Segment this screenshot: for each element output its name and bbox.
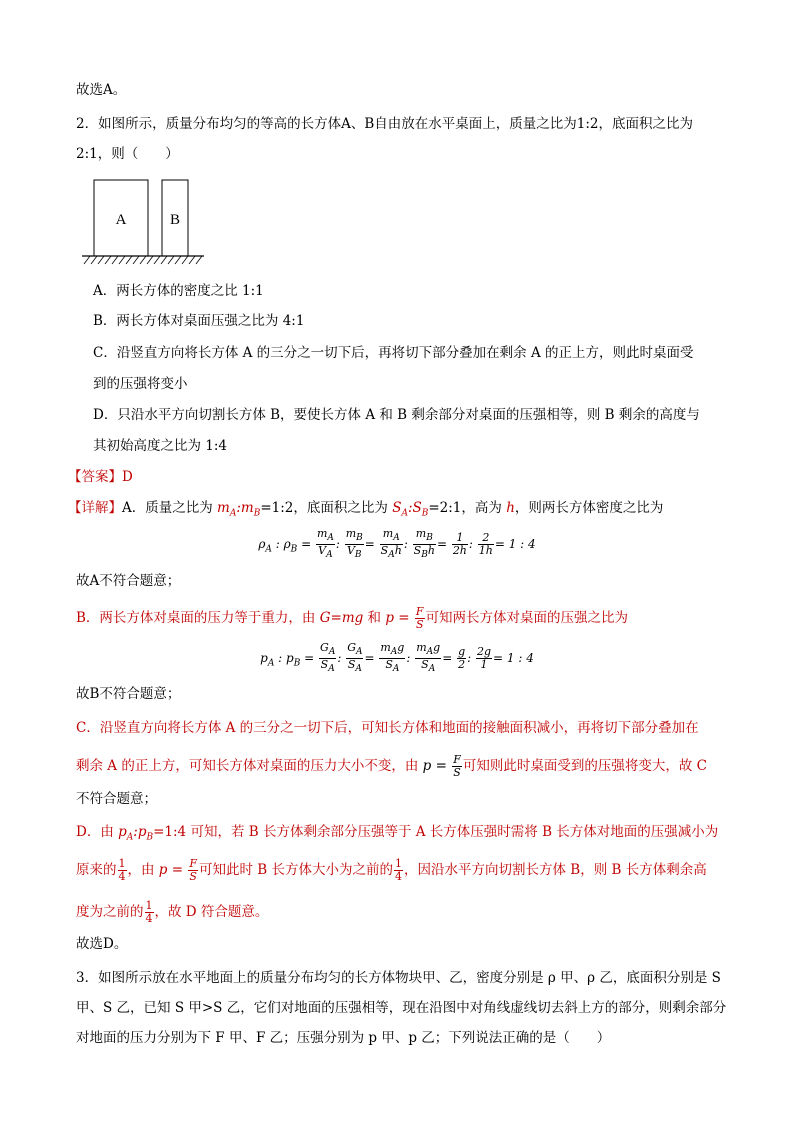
answer-line: 【答案】D xyxy=(68,469,133,485)
option-d-line1[interactable]: D．只沿水平方向切割长方体 B，要使长方体 A 和 B 剩余部分对桌面的压强相等，则 B 剩余的高度与 xyxy=(93,407,700,423)
detail-d-line1: D．由 $p_A:p_B=1:4$ 可知，若 B 长方体剩余部分压强等于 A 长方体压强时需将 B 长方体对地面的压强减小为 xyxy=(76,824,719,843)
question-3-line1: 3．如图所示放在水平地面上的质量分布均匀的长方体物块甲、乙，密度分别是 ρ 甲、ρ 乙，底面积分别是 S xyxy=(76,970,721,986)
block-a-label: A xyxy=(115,212,127,228)
conclusion-b: 故B不符合题意； xyxy=(76,686,181,702)
detail-d-line2: 原来的 $\frac{1}{4}$ ，由 p = $\frac{F}{S}$ 可知此时 B 长方体大小为之前的 $\frac{1}{4}$ ，因沿水平方向切割长方体 B，则 B 长方体剩余高 xyxy=(76,857,707,883)
conclusion-a: 故A不符合题意； xyxy=(76,573,181,589)
detail-label: 【详解】 xyxy=(68,500,122,516)
pressure-ratio-equation: $p_A$ : $p_B$ = $\frac{G_A}{S_A}$ : $\frac{G_A}{S_A}$ = $\frac{m_Ag}{S_A}$ : $\frac{m_Ag}{S_A}$ = $\frac{g}{2}$ : $\frac{2g}{1}$ = 1 : 4 xyxy=(260,641,534,675)
option-d-line2: 其初始高度之比为 1:4 xyxy=(93,438,228,454)
question-3-line2: 甲、S 乙，已知 S 甲>S 乙，它们对地面的压强相等，现在沿图中对角线虚线切去斜上方的部分，则剩余部分 xyxy=(76,1000,727,1016)
option-c-line2: 到的压强将变小 xyxy=(93,376,188,392)
detail-d-line3: 度为之前的 $\frac{1}{4}$ ，故 D 符合题意。 xyxy=(76,899,269,925)
detail-b-line: B．两长方体对桌面的压力等于重力，由 G=mg 和 p = $\frac{F}{S}$ 可知两长方体对桌面的压强之比为 xyxy=(76,605,629,631)
detail-c-line3: 不符合题意； xyxy=(76,791,157,807)
density-ratio-equation: $\rho_A$ : $\rho_B$ = $\frac{m_A}{V_A}$ : $\frac{m_B}{V_B}$ = $\frac{m_A}{S_Ah}$ : $\frac{m_B}{S_Bh}$ = $\frac{1}{2h}$ : $\frac{2}{1h}$ = 1 : 4 xyxy=(258,527,536,561)
option-a[interactable]: A．两长方体的密度之比 1:1 xyxy=(93,283,264,299)
block-b-label: B xyxy=(169,212,181,228)
final-choice: 故选D。 xyxy=(76,936,128,952)
question-2-line1: 2．如图所示，质量分布均匀的等高的长方体A、B自由放在水平桌面上，质量之比为1:2，底面积之比为 xyxy=(76,116,693,132)
option-b[interactable]: B．两长方体对桌面压强之比为 4:1 xyxy=(93,313,305,329)
detail-a-line: 【详解】A．质量之比为 $m_A:m_B=1:2$，底面积之比为 $S_A:S_B=2:1$，高为 h，则两长方体密度之比为 xyxy=(68,500,664,519)
question-2-line2: 2:1，则（ ） xyxy=(76,146,179,162)
text-line: 故选A。 xyxy=(76,82,127,98)
blocks-figure xyxy=(82,172,212,272)
detail-c-line2: 剩余 A 的正上方，可知长方体对桌面的压力大小不变，由 p = $\frac{F}{S}$ 可知则此时桌面受到的压强将变大，故 C xyxy=(76,753,707,779)
option-c-line1[interactable]: C．沿竖直方向将长方体 A 的三分之一切下后，再将切下部分叠加在剩余 A 的正上方，则此时桌面受 xyxy=(93,345,694,361)
detail-c-line1: C．沿竖直方向将长方体 A 的三分之一切下后，可知长方体和地面的接触面积减小，再将切下部分叠加在 xyxy=(76,720,699,736)
question-3-line3: 对地面的压力分别为下 F 甲、F 乙；压强分别为 p 甲、p 乙；下列说法正确的是（ ） xyxy=(76,1030,611,1046)
